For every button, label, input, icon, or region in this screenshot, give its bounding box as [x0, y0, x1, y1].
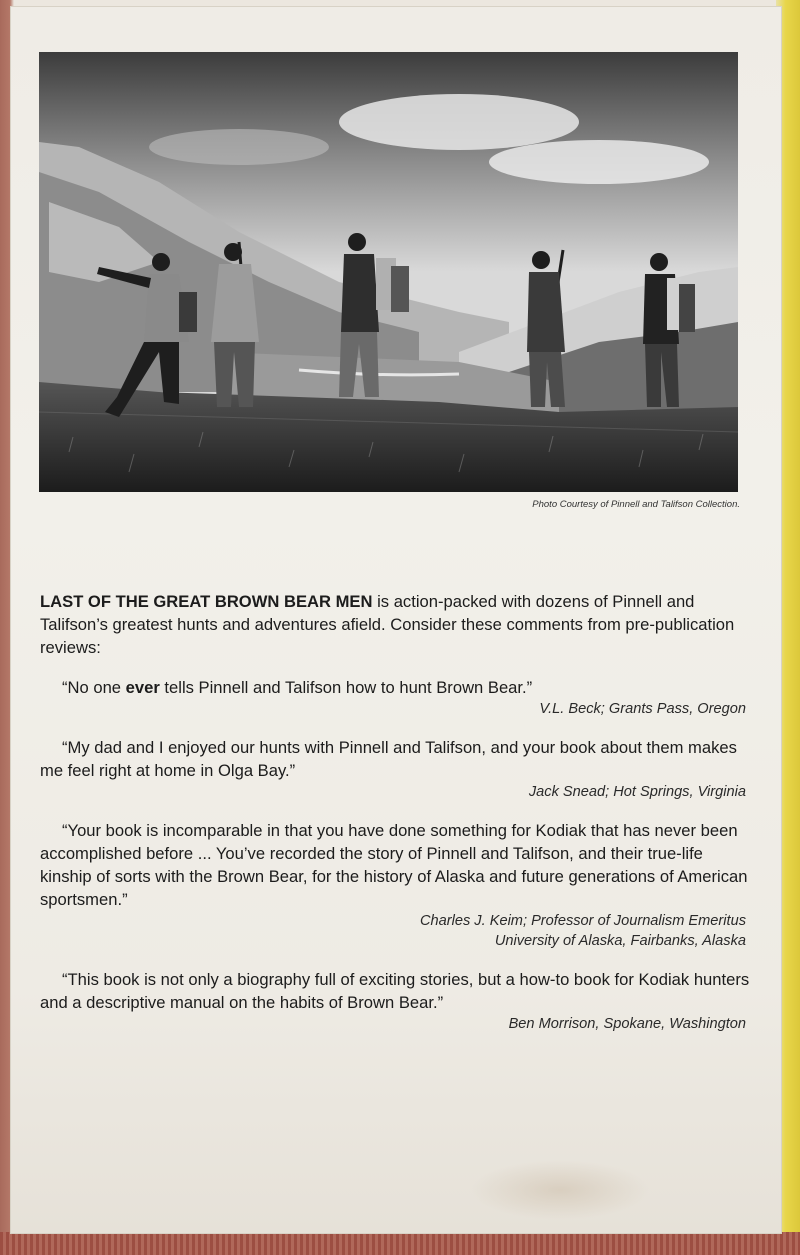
back-cover-text	[40, 590, 752, 1034]
hunters-photo	[39, 52, 738, 492]
review-quote-1-part-2: tells Pinnell and Talifson how to hunt Brown Bear.”	[159, 678, 533, 697]
stain	[470, 1160, 650, 1220]
review-quote-3: “Your book is incomparable in that you have done something for Kodiak that has never been accomplished before ... You’ve recorded the story of Pinnell and Talifson, and their true-life kinship of sorts with the Brown Bear, for the history of Alaska and future generations of American sportsmen.”	[40, 821, 748, 909]
review-attribution-3-line-2: University of Alaska, Fairbanks, Alaska	[494, 933, 746, 949]
intro-text: is action-packed with dozens of Pinnell and Talifson’s greatest hunts and adventures afield. Consider these comments from pre-publication reviews:	[40, 592, 735, 657]
review-attribution-1: V.L. Beck; Grants Pass, Oregon	[539, 701, 746, 717]
review-quote-1	[40, 676, 752, 699]
review-quote-4: “This book is not only a biography full of exciting stories, but a how-to book for Kodiak hunters and a descriptive manual on the habits of Brown Bear.”	[40, 970, 750, 1012]
review-quote-1-part-1: “No one	[62, 678, 126, 697]
review-quote-1-emphasis: ever	[125, 678, 160, 697]
review-attribution-4: Ben Morrison, Spokane, Washington	[508, 1016, 746, 1032]
intro-paragraph	[40, 590, 752, 659]
hunters-photo-image	[39, 52, 738, 492]
book-cloth-bottom	[0, 1232, 800, 1255]
photo-caption: Photo Courtesy of Pinnell and Talifson Collection.	[532, 499, 740, 510]
book-title: LAST OF THE GREAT BROWN BEAR MEN	[40, 592, 373, 611]
review-quote-2: “My dad and I enjoyed our hunts with Pinnell and Talifson, and your book about them makes me feel right at home in Olga Bay.”	[40, 738, 737, 780]
review-attribution-2: Jack Snead; Hot Springs, Virginia	[528, 784, 746, 800]
review-attribution-3-line-1: Charles J. Keim; Professor of Journalism Emeritus	[419, 913, 746, 929]
